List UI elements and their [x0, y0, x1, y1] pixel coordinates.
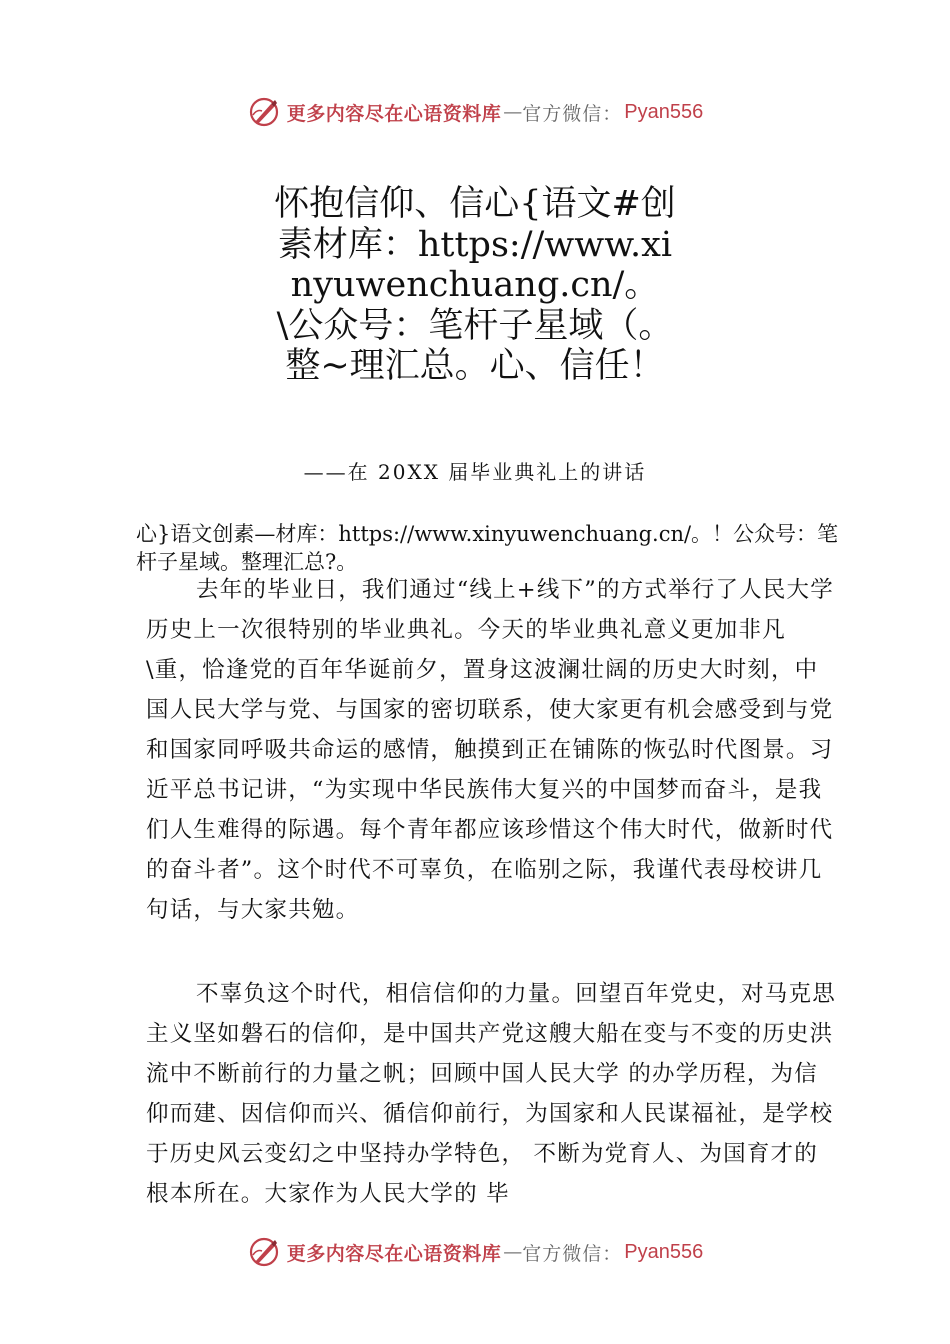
bottom-banner: [0, 1232, 950, 1272]
document-subtitle: ——在 20XX 届毕业典礼上的讲话: [303, 460, 647, 484]
top-banner: [0, 92, 950, 132]
wechat-label: 官方微信：: [522, 102, 623, 125]
wechat-id: Pyan556: [624, 1240, 704, 1263]
wechat-id: Pyan556: [624, 100, 704, 123]
paragraph: 去年的毕业日，我们通过“线上+线下”的方式举行了人民大学历史上一次很特别的毕业典礼。今天的毕业典礼意义更加非凡\重，恰逢党的百年华诞前夕，置身这波澜壮阔的历史大时刻，中国人民大学与党、与国家的密切联系，使大家更有机会感受到与党和国家同呼吸共命运的感情，触摸到正在铺陈的恢弘时代图景。习近平总书记讲，“为实现中华民族伟大复兴的中国梦而奋斗，是我们人生难得的际遇。每个青年都应该珍惜这个伟大时代，做新时代的奋斗者”。这个时代不可辜负，在临别之际，我谨代表母校讲几句话，与大家共勉。: [146, 577, 834, 923]
banner-text: 更多内容尽在心语资料库: [286, 102, 502, 125]
source-line: 心}语文创素—材库：https://www.xinyuwenchuang.cn/。！公众号：笔杆子星域。整理汇总?。: [136, 522, 839, 574]
pen-logo-icon: [247, 1235, 281, 1269]
document-title: 怀抱信仰、信心{语文#创素材库：https://www.xinyuwenchuang.cn/。\公众号：笔杆子星域（。整~理汇总。心、信任！: [274, 184, 676, 386]
wechat-label: 官方微信：: [522, 1242, 623, 1265]
pen-logo-icon: [247, 95, 281, 129]
banner-text: 更多内容尽在心语资料库: [286, 1242, 502, 1265]
banner-dash: —: [503, 101, 521, 123]
paragraph: 不辜负这个时代，相信信仰的力量。回望百年党史，对马克思主义坚如磐石的信仰，是中国共产党这艘大船在变与不变的历史洪流中不断前行的力量之帆；回顾中国人民大学 的办学历程，为信仰而建、因信仰而兴、循信仰前行，为国家和人民谋福祉，是学校于历史风云变幻之中坚持办学特色， 不断为党育人、为国育才的根本所在。大家作为人民大学的 毕: [146, 981, 836, 1207]
banner-dash: —: [503, 1241, 521, 1263]
